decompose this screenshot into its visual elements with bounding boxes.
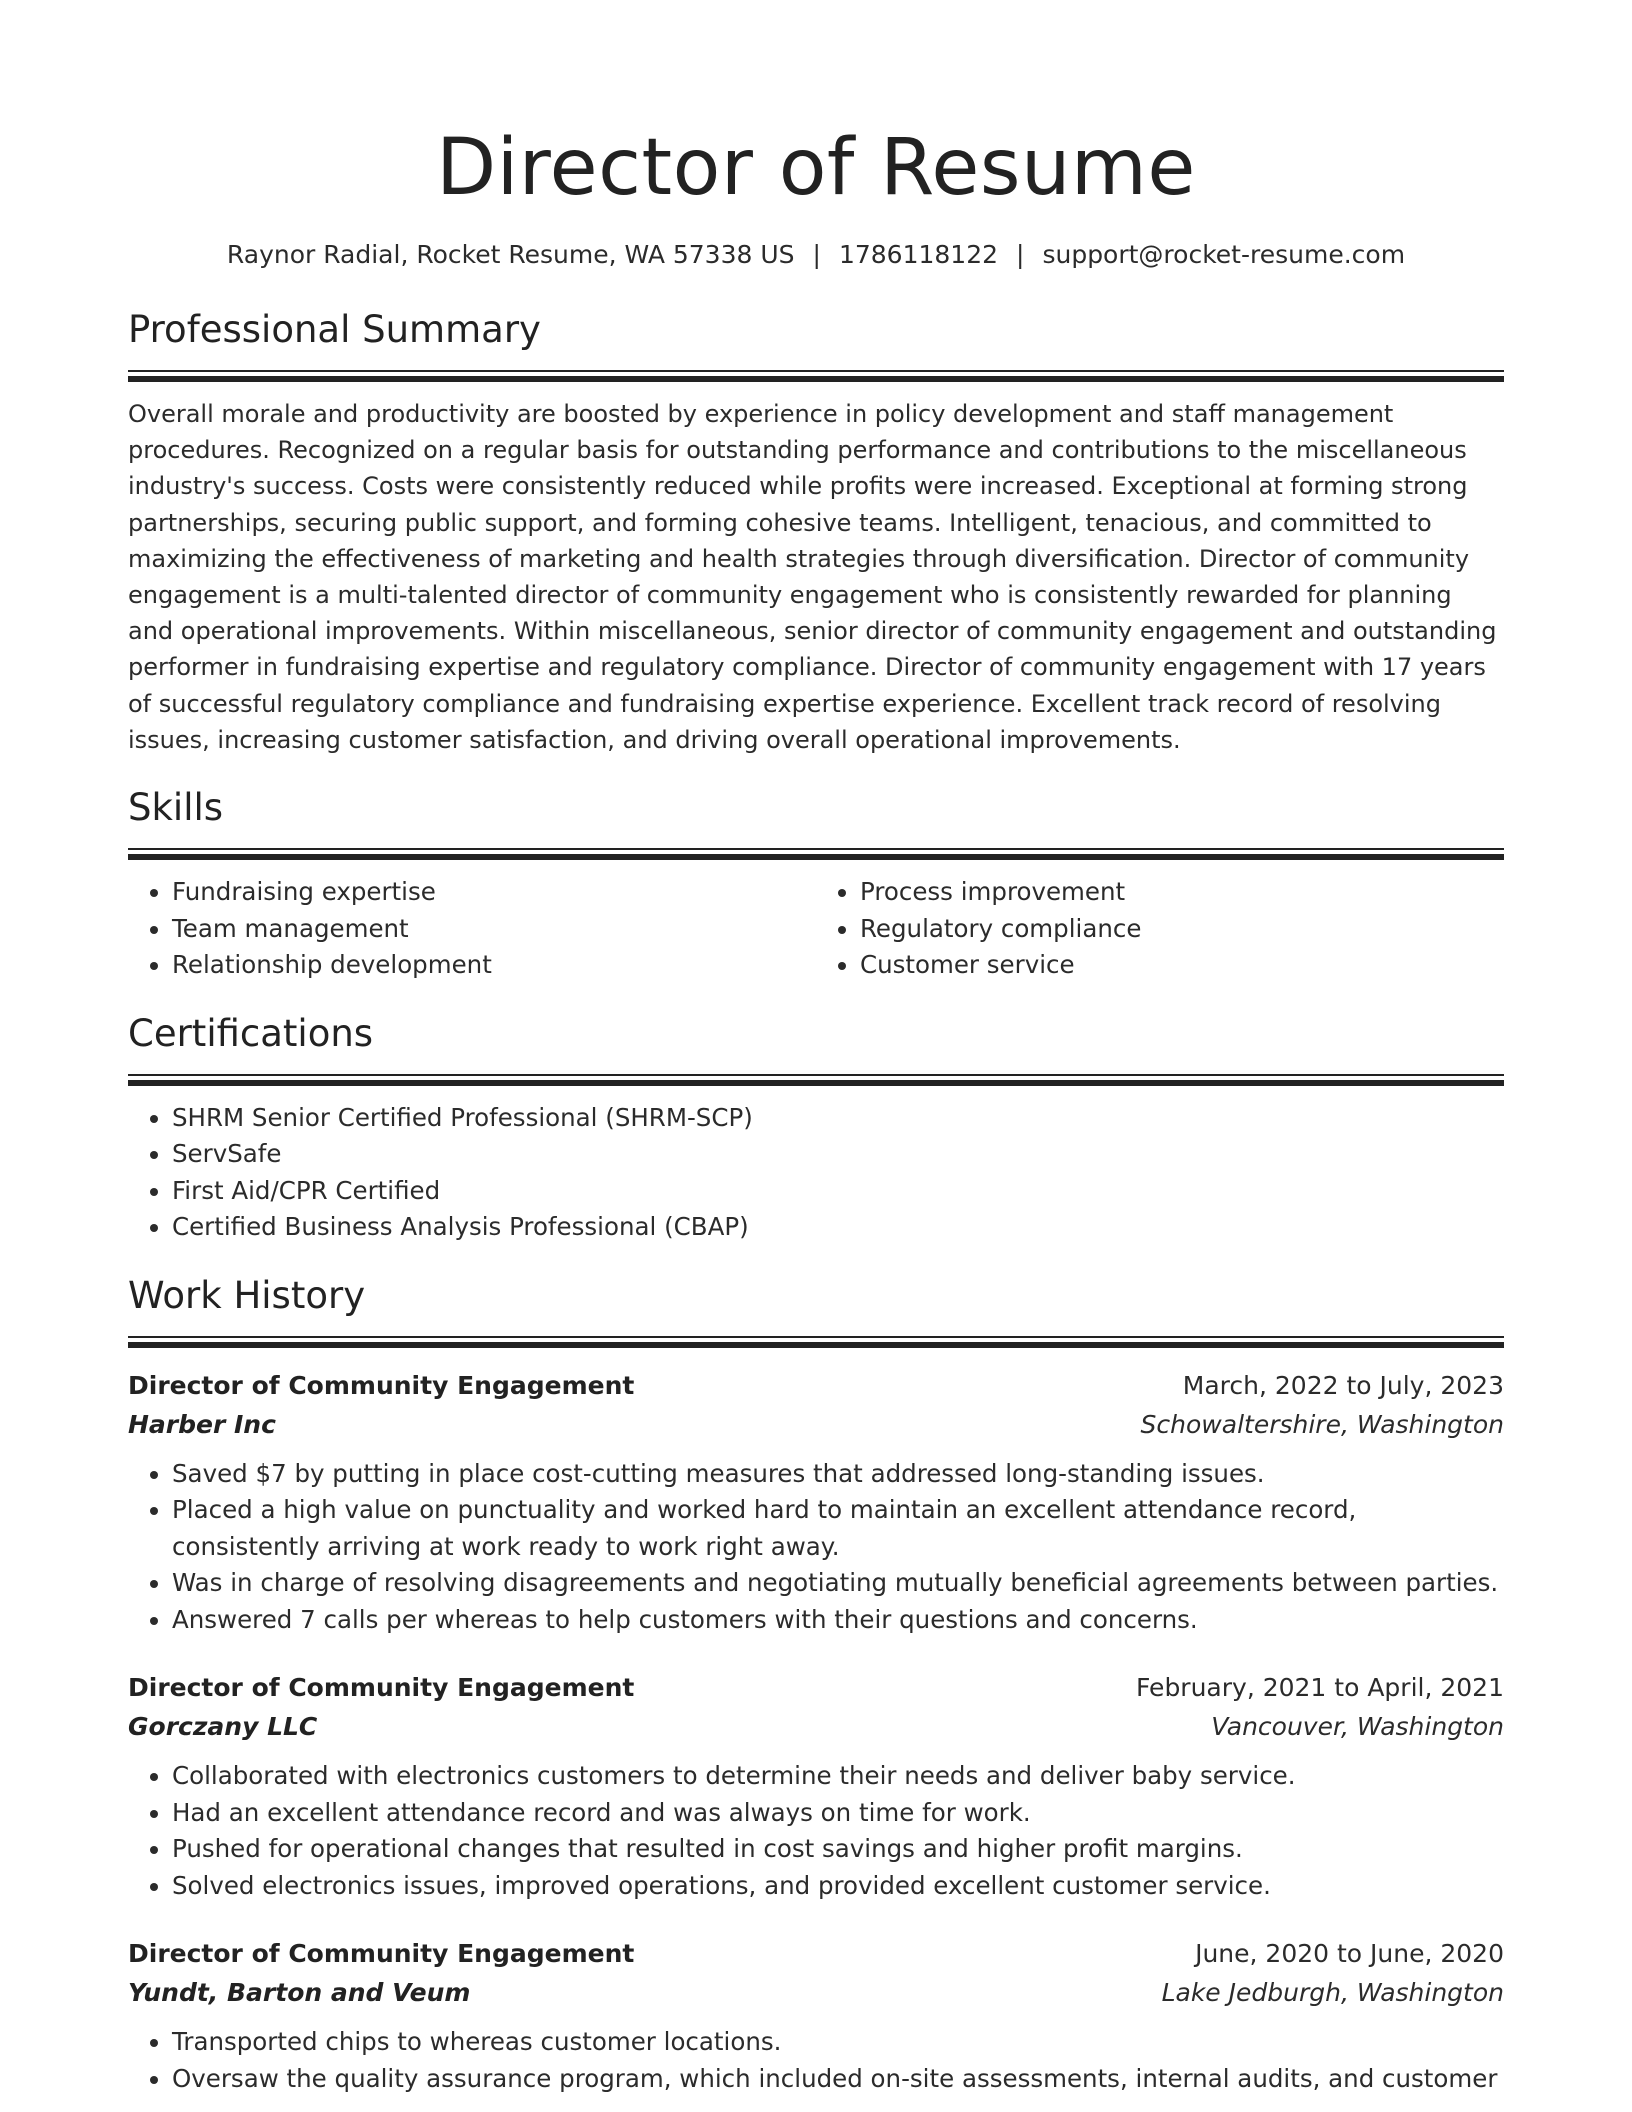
certification-item: • First Aid/CPR Certified	[172, 1173, 1504, 1210]
job-company: Yundt, Barton and Veum	[128, 1978, 471, 2008]
contact-address: Raynor Radial, Rocket Resume, WA 57338 US	[226, 240, 795, 269]
skill-item: • Regulatory compliance	[860, 911, 1504, 948]
certification-item: • Certified Business Analysis Professional (CBAP)	[172, 1209, 1504, 1246]
job-duty-item: • Was in charge of resolving disagreements and negotiating mutually beneficial agreements between parties.	[172, 1565, 1504, 1602]
skill-item: • Relationship development	[172, 947, 816, 984]
summary-section	[128, 306, 1504, 758]
job-duties-list	[128, 2024, 1504, 2097]
skills-list-right	[816, 874, 1504, 984]
job-header-row	[128, 1934, 1504, 1973]
job-entry	[128, 1934, 1504, 2097]
work-history-section	[128, 1272, 1504, 2098]
job-duty-item: • Saved $7 by putting in place cost-cutting measures that addressed long-standing issues.	[172, 1456, 1504, 1493]
certifications-heading: Certifications	[128, 1011, 374, 1055]
job-duty-item: • Collaborated with electronics customers to determine their needs and deliver baby service.	[172, 1758, 1504, 1795]
skills-section	[128, 784, 1504, 984]
resume-content	[128, 118, 1504, 2097]
job-duty-item: • Solved electronics issues, improved operations, and provided excellent customer service.	[172, 1868, 1504, 1905]
contact-separator: |	[812, 240, 821, 269]
job-entry	[128, 1668, 1504, 1904]
job-entry	[128, 1366, 1504, 1639]
job-duty-item: • Placed a high value on punctuality and worked hard to maintain an excellent attendance record, consistently arriving at work ready to work right away.	[172, 1492, 1504, 1565]
job-duties-list	[128, 1456, 1504, 1639]
job-header-row	[128, 1668, 1504, 1707]
job-duty-item: • Pushed for operational changes that resulted in cost savings and higher profit margins.	[172, 1831, 1504, 1868]
summary-heading: Professional Summary	[128, 308, 541, 351]
job-title: Director of Community Engagement	[128, 1939, 635, 1969]
contact-separator: |	[1016, 240, 1025, 269]
job-location: Lake Jedburgh, Washington	[1161, 1978, 1504, 2008]
summary-text: Overall morale and productivity are boosted by experience in policy development and staff management procedures. Recognized on a regular basis for outstanding performance and contributions to the miscellaneous industry's success. Costs were consistently reduced while profits were increased. Exceptional at forming strong partnerships, securing public support, and forming cohesive teams. Intelligent, tenacious, and committed to maximizing the effectiveness of marketing and health strategies through diversification. Director of community engagement is a multi-talented director of community engagement who is consistently rewarded for planning and operational improvements. Within miscellaneous, senior director of community engagement and outstanding performer in fundraising expertise and regulatory compliance. Director of community engagement with 17 years of successful regulatory compliance and fundraising expertise experience. Excellent track record of resolving issues, increasing customer satisfaction, and driving overall operational improvements.	[128, 400, 1497, 754]
section-divider	[128, 848, 1504, 860]
skills-grid	[128, 874, 1504, 984]
contact-phone: 1786118122	[838, 240, 999, 269]
skills-list-left	[128, 874, 816, 984]
job-header-row	[128, 1366, 1504, 1405]
skills-heading: Skills	[128, 786, 224, 830]
skill-item: • Fundraising expertise	[172, 874, 816, 911]
job-company-row	[128, 1707, 1504, 1746]
job-dates: June, 2020 to June, 2020	[1195, 1939, 1504, 1969]
skill-item: • Team management	[172, 911, 816, 948]
job-company: Harber Inc	[128, 1409, 276, 1439]
skill-item: • Customer service	[860, 947, 1504, 984]
section-divider	[128, 370, 1504, 382]
contact-email: support@rocket-resume.com	[1042, 240, 1406, 269]
certifications-list	[128, 1100, 1504, 1246]
job-company: Gorczany LLC	[128, 1712, 318, 1742]
work-history-heading: Work History	[128, 1273, 366, 1317]
job-duty-item: • Had an excellent attendance record and was always on time for work.	[172, 1795, 1504, 1832]
resume-name: Director of Resume	[436, 123, 1196, 213]
job-title: Director of Community Engagement	[128, 1673, 635, 1703]
job-location: Vancouver, Washington	[1211, 1712, 1504, 1742]
job-duties-list	[128, 1758, 1504, 1904]
job-duty-item: • Answered 7 calls per whereas to help customers with their questions and concerns.	[172, 1602, 1504, 1639]
contact-line	[128, 238, 1504, 272]
job-title: Director of Community Engagement	[128, 1370, 635, 1400]
section-divider	[128, 1336, 1504, 1348]
job-duty-item: • Transported chips to whereas customer locations.	[172, 2024, 1504, 2061]
job-location: Schowaltershire, Washington	[1140, 1409, 1504, 1439]
job-company-row	[128, 1405, 1504, 1444]
certification-item: • ServSafe	[172, 1136, 1504, 1173]
job-dates: March, 2022 to July, 2023	[1182, 1370, 1504, 1400]
section-divider	[128, 1074, 1504, 1086]
certification-item: • SHRM Senior Certified Professional (SHRM-SCP)	[172, 1100, 1504, 1137]
job-company-row	[128, 1973, 1504, 2012]
skill-item: • Process improvement	[860, 874, 1504, 911]
job-duty-item: • Oversaw the quality assurance program, which included on-site assessments, internal audits, and customer	[172, 2061, 1504, 2098]
certifications-section	[128, 1010, 1504, 1246]
job-dates: February, 2021 to April, 2021	[1136, 1673, 1504, 1703]
